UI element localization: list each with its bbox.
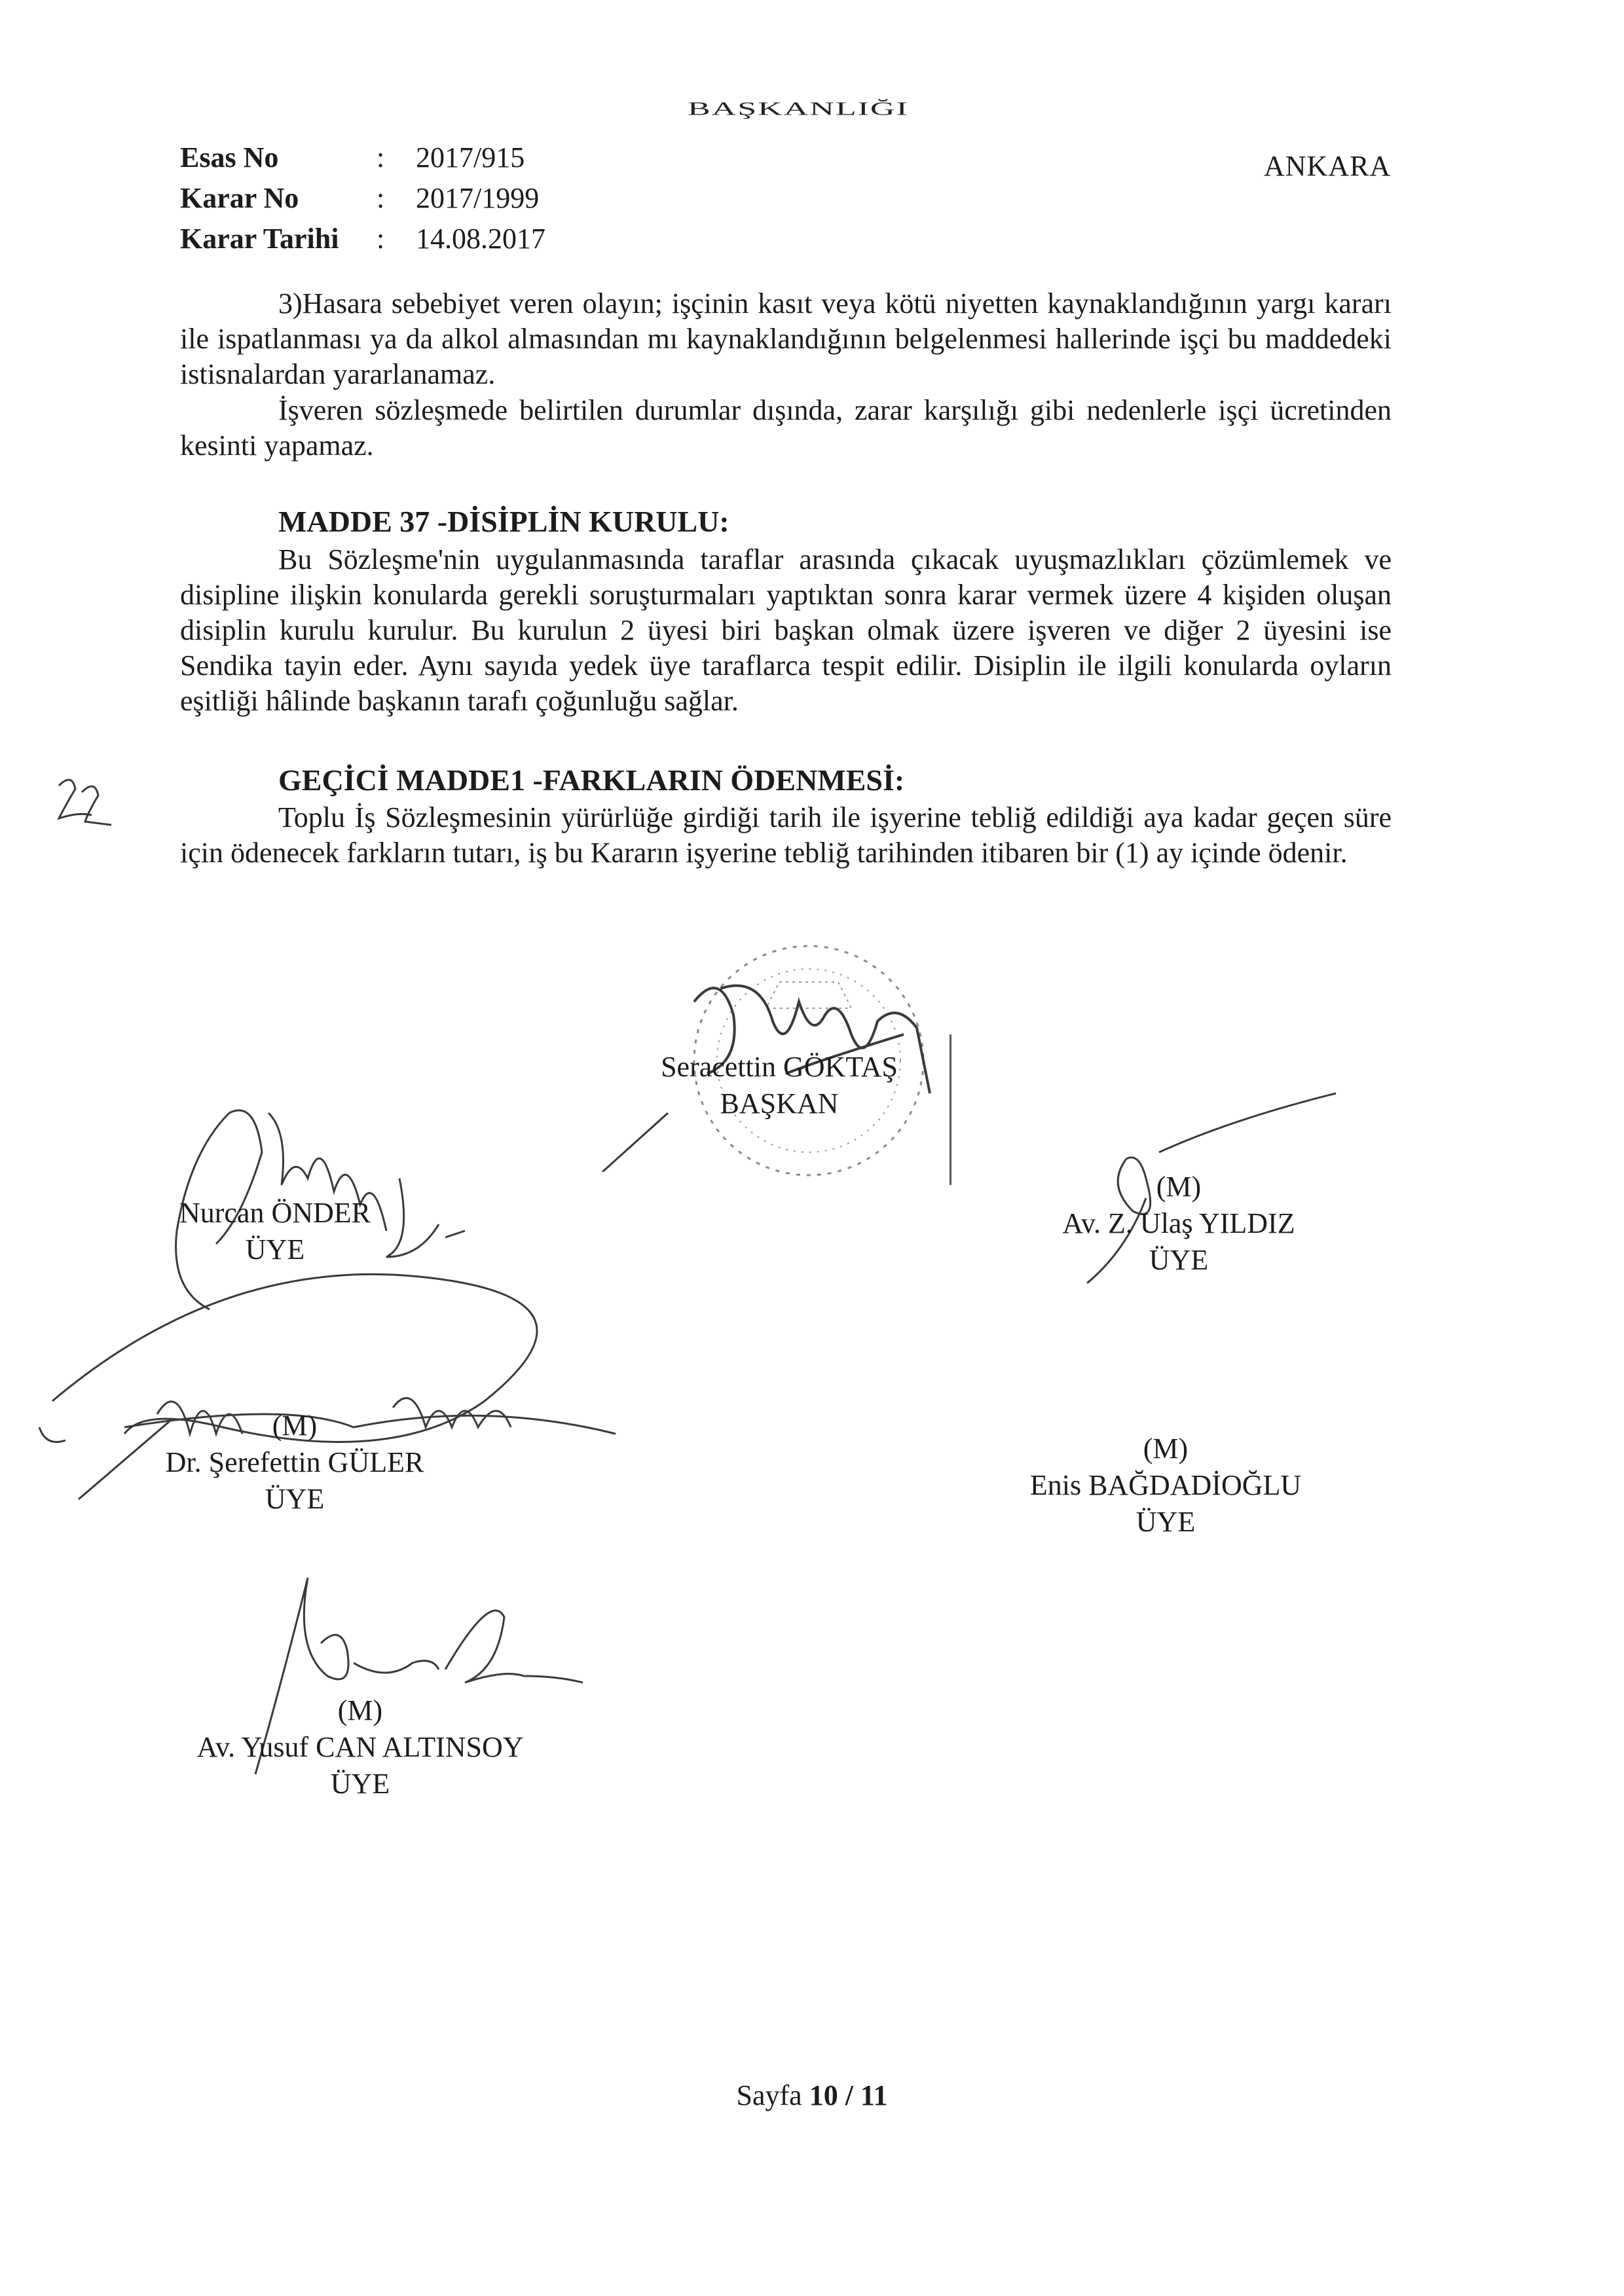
meta-label: Karar Tarihi	[180, 223, 339, 255]
signatory-role: ÜYE	[330, 1768, 390, 1800]
page-total: 11	[860, 2079, 888, 2111]
page-current: 10	[809, 2079, 838, 2111]
signatory-mark: (M)	[1156, 1171, 1202, 1203]
meta-value: 2017/915	[416, 141, 525, 173]
authority-header: BAŞKANLIĞI	[688, 98, 909, 119]
margin-initials-mark	[46, 766, 118, 838]
paragraph-hasar: 3)Hasara sebebiyet veren olayın; işçinin kasıt veya kötü niyetten kaynaklandığının yargı kararı ile ispatlanması ya da alkol almasından mı kaynaklandığının belgelenmesi hallerinde işçi bu maddedeki istisnalardan yararlanamaz.	[180, 287, 1392, 390]
signatory-role: ÜYE	[245, 1233, 305, 1266]
meta-sep: :	[377, 141, 385, 173]
signature-stroke-line	[950, 1034, 955, 1185]
case-meta	[180, 137, 545, 259]
signatory-mark: (M)	[272, 1410, 318, 1442]
signatory-mark: (M)	[337, 1694, 383, 1726]
signatory-role: ÜYE	[265, 1483, 325, 1515]
meta-row-esas	[180, 137, 545, 178]
signatory-member-2	[1041, 1169, 1316, 1279]
signatory-role: BAŞKAN	[720, 1087, 839, 1120]
meta-value: 14.08.2017	[416, 223, 545, 255]
meta-label: Karar No	[180, 182, 299, 214]
page-number	[0, 2079, 1624, 2112]
signatory-mark: (M)	[1143, 1432, 1189, 1465]
meta-sep: :	[377, 223, 385, 255]
signatory-name: Av. Z. Ulaş YILDIZ	[1062, 1207, 1295, 1239]
signatory-president	[642, 1049, 917, 1122]
signatory-name: Enis BAĞDADİOĞLU	[1029, 1469, 1302, 1501]
paragraph-disiplin: Bu Sözleşme'nin uygulanmasında taraflar arasında çıkacak uyuşmazlıkları çözümlemek ve disipline ilişkin konularda gerekli soruşturmaları yaptıktan sonra karar vermek üzere 4 kişiden oluşan disiplin kurulu kurulur. Bu kurulun 2 üyesi biri başkan olmak üzere işveren ve diğer 2 üyesini ise Sendika tayin eder. Aynı sayıda yedek üye taraflarca tespit edilir. Disiplin ile ilgili konularda oyların eşitliği hâlinde başkanın tarafı çoğunluğu sağlar.	[180, 543, 1392, 717]
signatory-member-5	[151, 1692, 570, 1802]
heading-gecici-madde: GEÇİCİ MADDE1 -FARKLARIN ÖDENMESİ:	[278, 763, 905, 797]
signatory-name: Nurcan ÖNDER	[179, 1197, 371, 1229]
meta-value: 2017/1999	[416, 182, 540, 214]
signatory-name: Seracettin GÖKTAŞ	[661, 1051, 898, 1083]
page-separator: /	[845, 2079, 853, 2111]
signatory-role: ÜYE	[1135, 1506, 1196, 1538]
signatory-name: Dr. Şerefettin GÜLER	[165, 1446, 424, 1478]
signatory-name: Av. Yusuf CAN ALTINSOY	[196, 1731, 524, 1763]
meta-row-karar	[180, 178, 545, 219]
paragraph-kesinti: İşveren sözleşmede belirtilen durumlar dışında, zarar karşılığı gibi nedenlerle işçi ücretinden kesinti yapamaz.	[180, 394, 1392, 462]
paragraph-farklar: Toplu İş Sözleşmesinin yürürlüğe girdiği tarih ile işyerine tebliğ edildiği aya kadar geçen süre için ödenecek farkların tutarı, iş bu Kararın işyerine tebliğ tarihinden itibaren bir (1) ay içinde ödenir.	[180, 801, 1392, 869]
signatory-role: ÜYE	[1149, 1244, 1209, 1276]
heading-madde-37: MADDE 37 -DİSİPLİN KURULU:	[278, 505, 729, 538]
city-label: ANKARA	[1264, 150, 1392, 182]
meta-sep: :	[377, 182, 385, 214]
signatory-member-3	[131, 1408, 458, 1518]
meta-row-tarih	[180, 219, 545, 259]
signatory-member-4	[995, 1430, 1336, 1540]
page-label: Sayfa	[736, 2079, 802, 2111]
meta-label: Esas No	[180, 141, 279, 173]
